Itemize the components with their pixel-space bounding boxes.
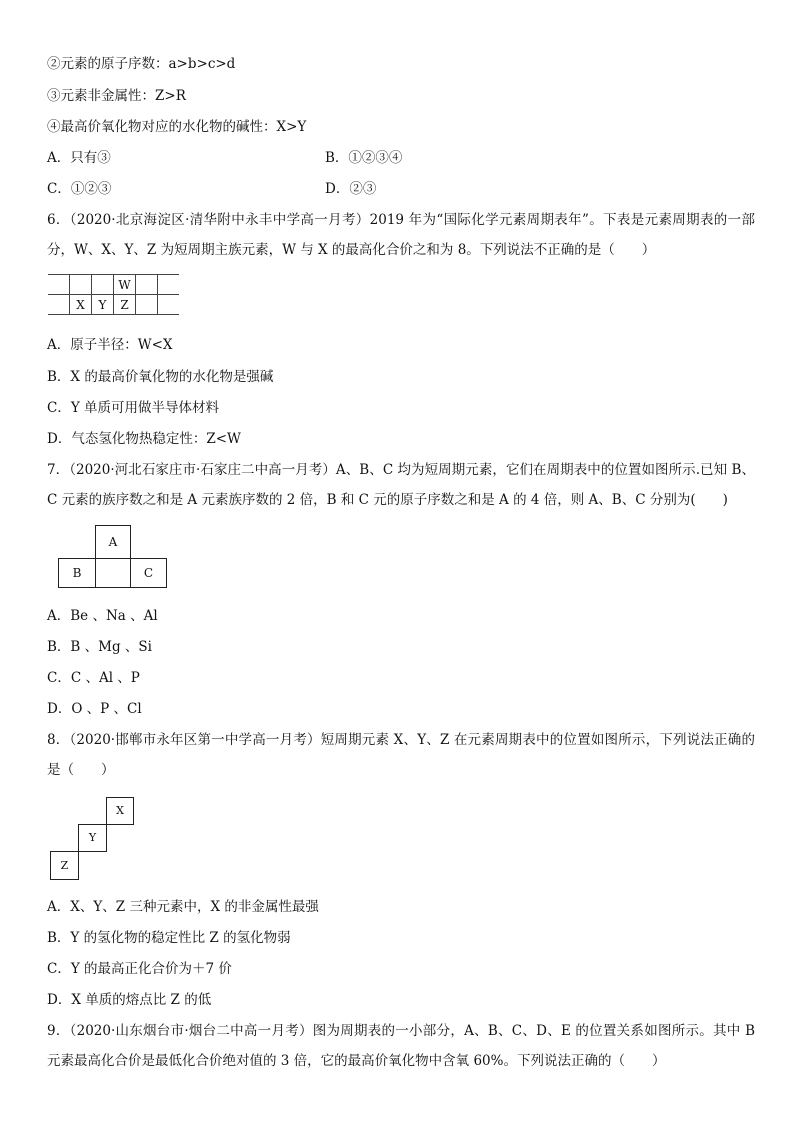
q6-option-a[interactable]: A．原子半径：W<X [47, 337, 173, 353]
statement-3: ③元素非金属性：Z>R [47, 88, 186, 104]
q8-cell-z: Z [50, 851, 79, 880]
q5-option-b[interactable]: B．①②③④ [325, 150, 403, 166]
q6-cell-w: W [114, 275, 136, 295]
q8-option-a[interactable]: A．X、Y、Z 三种元素中，X 的非金属性最强 [47, 899, 319, 915]
q8-cell-y: Y [78, 824, 107, 852]
q5-option-c[interactable]: C．①②③ [47, 181, 112, 197]
q9-stem: 9．（2020·山东烟台市·烟台二中高一月考）图为周期表的一小部分，A、B、C、D、E 的位置关系如图所示。其中 B 元素最高化合价是最低化合价绝对值的 3 倍，它的最高价氧化物中含氧 60%。下列说法正确的（ ） [47, 1023, 755, 1069]
q7-option-a[interactable]: A．Be 、Na 、Al [47, 608, 158, 624]
statement-2: ②元素的原子序数：a>b>c>d [47, 56, 236, 72]
q8-option-d[interactable]: D．X 单质的熔点比 Z 的低 [47, 992, 212, 1008]
q7-option-c[interactable]: C．C 、Al 、P [47, 670, 140, 686]
q5-option-a[interactable]: A．只有③ [47, 150, 111, 166]
q6-option-c[interactable]: C．Y 单质可用做半导体材料 [47, 400, 220, 416]
q6-cell-x: X [70, 295, 92, 315]
q7-stem: 7．（2020·河北石家庄市·石家庄二中高一月考）A、B、C 均为短周期元素，它们在周期表中的位置如图所示.已知 B、C 元素的族序数之和是 A 元素族序数的 2 倍，B 和 C 元的原子序数之和是 A 的 4 倍，则 A、B、C 分别为( ) [47, 462, 755, 508]
q6-option-b[interactable]: B．X 的最高价氧化物的水化物是强碱 [47, 369, 274, 385]
q6-periodic-table [48, 274, 179, 315]
q6-cell-z: Z [114, 295, 136, 315]
statement-4: ④最高价氧化物对应的水化物的碱性：X>Y [47, 119, 307, 135]
q7-cell-a: A [95, 525, 131, 559]
q7-cell-empty [95, 558, 131, 588]
q7-option-d[interactable]: D．O 、P 、Cl [47, 701, 142, 717]
q6-stem: 6．（2020·北京海淀区·清华附中永丰中学高一月考）2019 年为“国际化学元素周期表年”。下表是元素周期表的一部分，W、X、Y、Z 为短周期主族元素，W 与 X 的最高化合价之和为 8。下列说法不正确的是（ ） [47, 212, 755, 258]
q5-option-d[interactable]: D．②③ [325, 181, 377, 197]
q6-cell-y: Y [92, 295, 114, 315]
q8-cell-x: X [106, 797, 134, 825]
q7-cell-c: C [130, 558, 167, 588]
q8-option-c[interactable]: C．Y 的最高正化合价为＋7 价 [47, 961, 232, 977]
q8-stem: 8．（2020·邯郸市永年区第一中学高一月考）短周期元素 X、Y、Z 在元素周期表中的位置如图所示，下列说法正确的是（ ） [47, 732, 755, 778]
q7-cell-b: B [58, 558, 96, 588]
q7-option-b[interactable]: B．B 、Mg 、Si [47, 639, 152, 655]
q8-option-b[interactable]: B．Y 的氢化物的稳定性比 Z 的氢化物弱 [47, 930, 291, 946]
q6-option-d[interactable]: D．气态氢化物热稳定性：Z<W [47, 431, 241, 447]
